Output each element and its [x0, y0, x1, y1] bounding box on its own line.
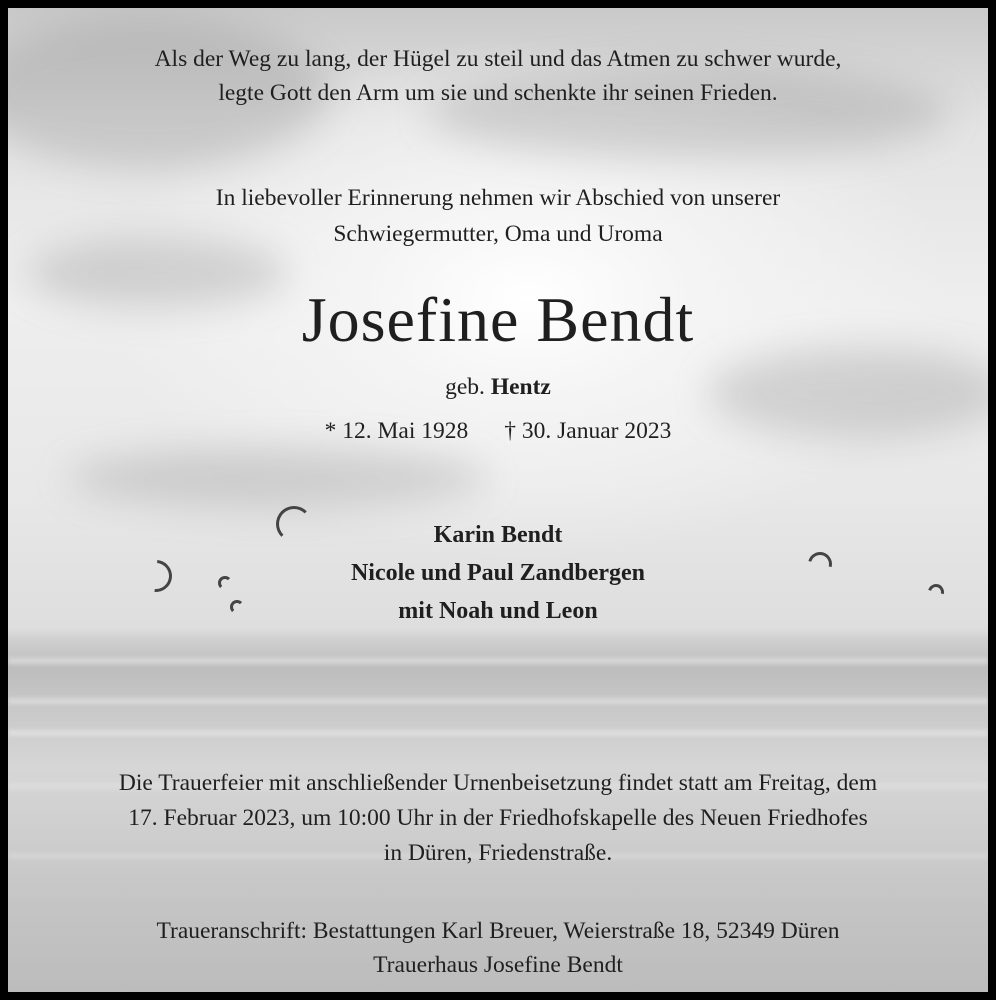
ceremony-line: 17. Februar 2023, um 10:00 Uhr in der Friedhofskapelle des Neuen Friedhofes: [128, 805, 868, 831]
poem-line: Als der Weg zu lang, der Hügel zu steil und das Atmen zu schwer wurde,: [154, 46, 842, 72]
ceremony-line: Die Trauerfeier mit anschließender Urnenbeisetzung findet statt am Freitag, dem: [118, 770, 878, 796]
address-line: Traueranschrift: Bestattungen Karl Breuer, Weierstraße 18, 52349 Düren: [156, 918, 840, 944]
birth-surname: Hentz: [490, 374, 551, 400]
mourners-list: [8, 516, 988, 630]
intro-text: [8, 180, 988, 252]
mourner-entry: mit Noah und Leon: [398, 598, 598, 624]
sea-wave: [8, 658, 988, 664]
deceased-name: Josefine Bendt: [301, 284, 695, 355]
death-date: † 30. Januar 2023: [504, 418, 672, 444]
mourning-address: [8, 914, 988, 982]
intro-line: In liebevoller Erinnerung nehmen wir Abschied von unserer: [215, 185, 781, 211]
birth-name: [8, 370, 988, 404]
address-line: Trauerhaus Josefine Bendt: [373, 952, 623, 978]
birth-date: * 12. Mai 1928: [324, 418, 469, 444]
sea-wave: [8, 730, 988, 736]
sea-wave: [8, 698, 988, 704]
mourner-entry: Karin Bendt: [433, 522, 563, 548]
ceremony-line: in Düren, Friedenstraße.: [383, 840, 613, 866]
intro-line: Schwiegermutter, Oma und Uroma: [333, 221, 663, 247]
life-dates: [8, 414, 988, 448]
poem-text: [8, 42, 988, 110]
birth-prefix: geb.: [445, 374, 485, 400]
mourner-entry: Nicole und Paul Zandbergen: [350, 560, 646, 586]
poem-line: legte Gott den Arm um sie und schenkte ihr seinen Frieden.: [218, 80, 778, 106]
cloud-shape: [68, 448, 488, 508]
ceremony-info: [8, 766, 988, 871]
